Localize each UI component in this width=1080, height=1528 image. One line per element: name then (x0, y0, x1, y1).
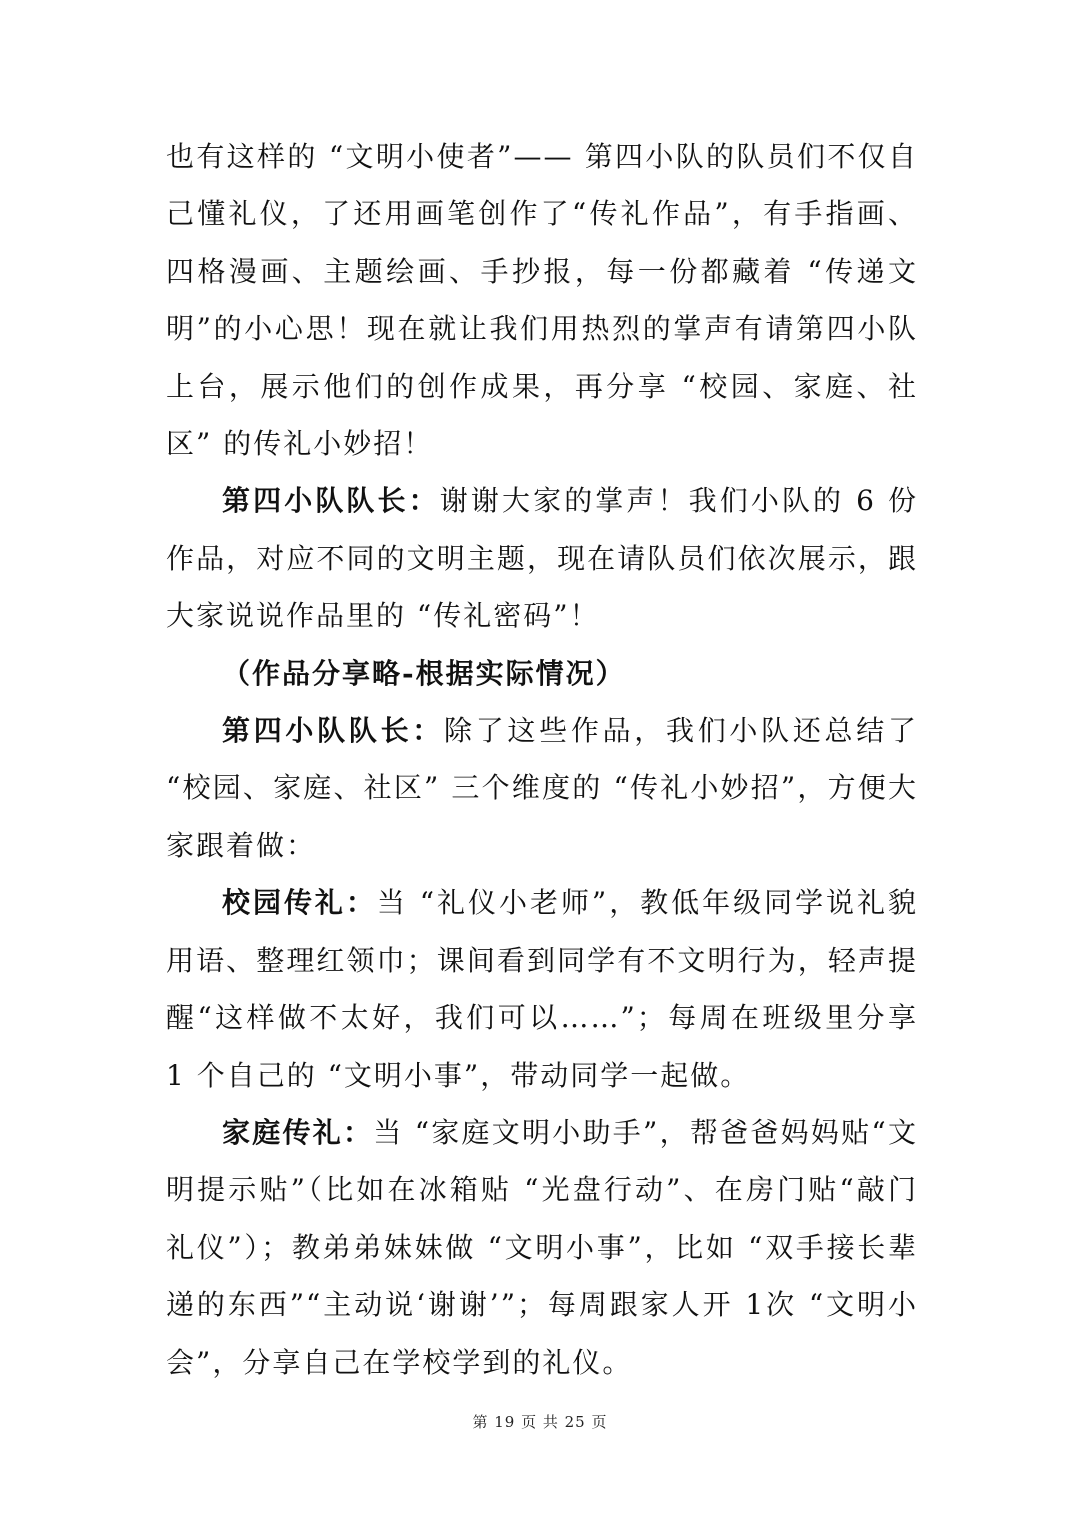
page-footer: 第 19 页 共 25 页 (472, 1413, 608, 1431)
section-label: 校园传礼： (222, 886, 377, 920)
section-label: 家庭传礼： (222, 1115, 374, 1149)
stage-note: （作品分享略-根据实际情况） (222, 656, 626, 690)
paragraph-leader-summary (166, 702, 918, 874)
paragraph-leader-thanks (166, 472, 918, 644)
paragraph-text: 当 “家庭文明小助手”，帮爸爸妈妈贴“文明提示贴”（比如在冰箱贴 “光盘行动”、在房门贴“敲门礼仪”）；教弟弟妹妹做 “文明小事”，比如 “双手接长辈递的东西”“主动说‘谢谢’”；每周跟家人开 1次 “文明小会”，分享自己在学校学到的礼仪。 (166, 1115, 918, 1379)
speaker-label: 第四小队队长： (222, 714, 444, 748)
paragraph-text: 也有这样的 “文明小使者”—— 第四小队的队员们不仅自己懂礼仪，了还用画笔创作了“传礼作品”，有手指画、四格漫画、主题绘画、手抄报，每一份都藏着 “传递文明”的小心思！现在就让我们用热烈的掌声有请第四小队上台，展示他们的创作成果，再分享 “校园、家庭、社区” 的传礼小妙招！ (166, 140, 918, 461)
paragraph-text: 谢谢大家的掌声！我们小队的 6 份作品，对应不同的文明主题，现在请队员们依次展示，跟大家说说作品里的 “传礼密码”！ (166, 484, 918, 633)
paragraph-stage-note (166, 645, 918, 702)
speaker-label: 第四小队队长： (222, 484, 440, 518)
paragraph-text: 当 “礼仪小老师”，教低年级同学说礼貌用语、整理红领巾；课间看到同学有不文明行为，轻声提醒“这样做不太好，我们可以……”；每周在班级里分享 1 个自己的 “文明小事”，带动同学一起做。 (166, 886, 918, 1092)
paragraph-intro (166, 128, 918, 472)
document-body (166, 128, 918, 1391)
paragraph-family-tips (166, 1104, 918, 1391)
paragraph-text: 除了这些作品，我们小队还总结了 “校园、家庭、社区” 三个维度的 “传礼小妙招”，方便大家跟着做： (166, 714, 918, 862)
paragraph-campus-tips (166, 874, 918, 1104)
